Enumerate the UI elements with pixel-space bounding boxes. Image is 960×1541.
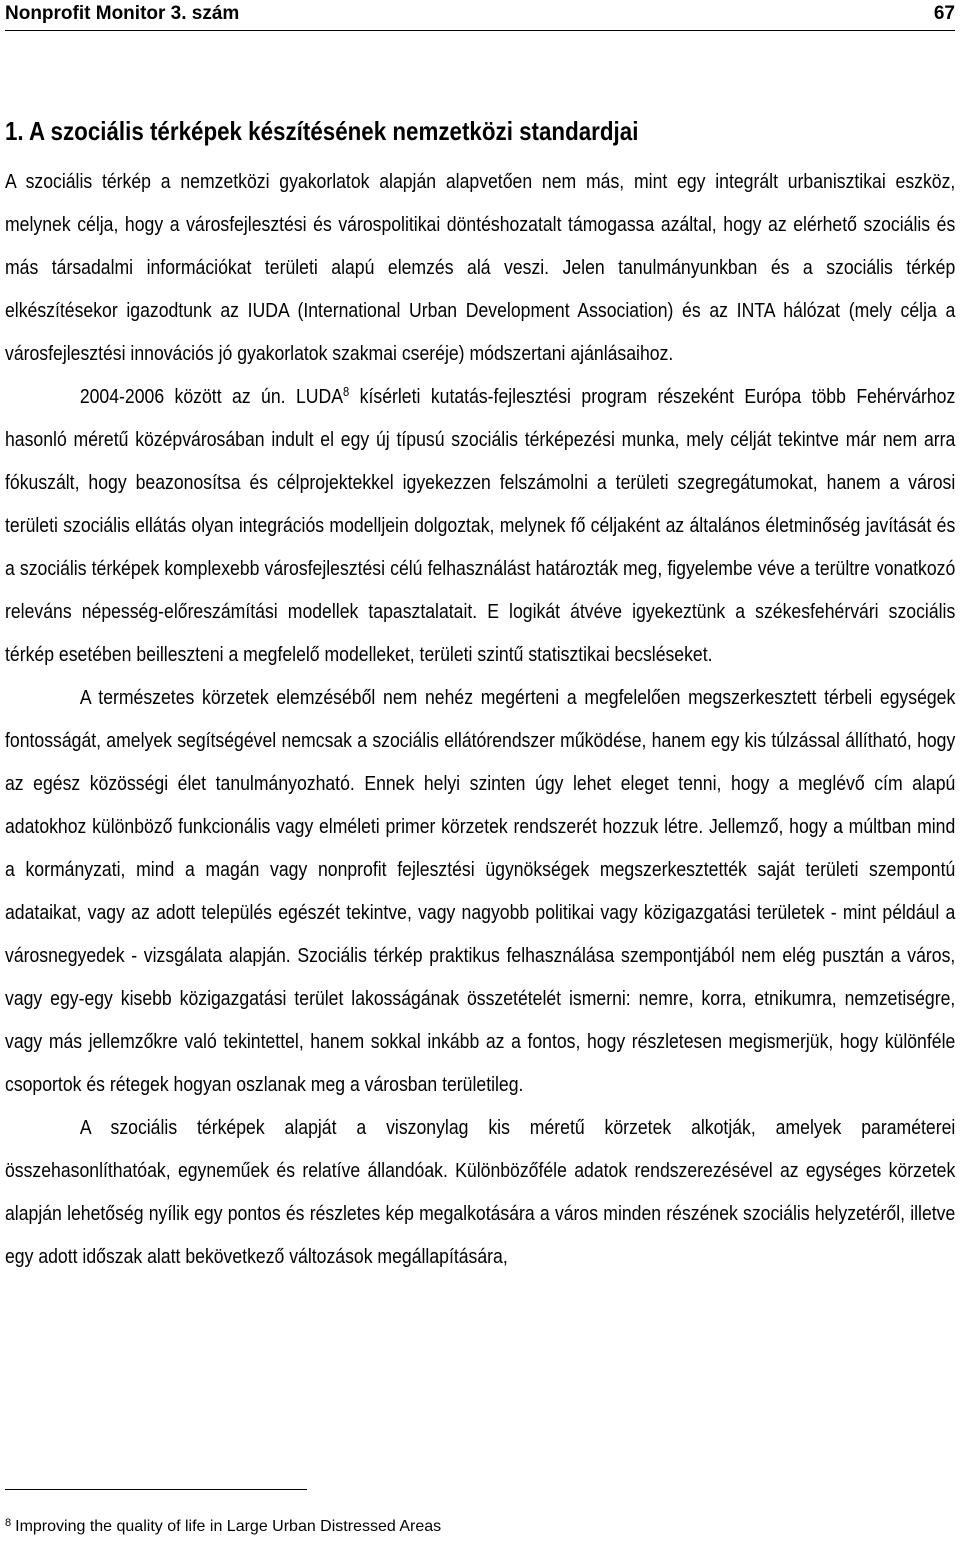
footnote-divider bbox=[5, 1489, 307, 1490]
footnote bbox=[5, 1517, 441, 1536]
page-number: 67 bbox=[933, 3, 955, 24]
footnote-marker: 8 bbox=[5, 1517, 12, 1529]
journal-title: Nonprofit Monitor 3. szám bbox=[5, 3, 240, 24]
paragraph-2-start: 2004-2006 között az ún. LUDA bbox=[79, 385, 344, 408]
paragraph-2-rest: kísérleti kutatás-fejlesztési program részeként Európa több Fehérvárhoz hasonló méretű középvárosában indult el egy új típusú szociális térképezési munka, mely célját tekintve már nem arra fókuszált, hogy beazonosítsa és célprojektekkel igyekezzen felszámolni a területi szegregátumokat, hanem a városi területi szociális ellátás olyan integrációs modelljein dolgoztak, melynek fő céljaként az általános életminőség javítását és a szociális térképek komplexebb városfejlesztési célú felhasználást határozták meg, figyelembe véve a terültre vonatkozó releváns népesség-előreszámítási modellek tapasztalatait. E logikát átvéve igyekeztünk a székesfehérvári szociális térkép esetében beilleszteni a megfelelő modelleket, területi szintű statisztikai becsléseket. bbox=[5, 385, 956, 666]
section-heading: 1. A szociális térképek készítésének nemzetközi standardjai bbox=[5, 116, 639, 146]
paragraph-1: A szociális térkép a nemzetközi gyakorlatok alapján alapvetően nem más, mint egy integrált urbanisztikai eszköz, melynek célja, hogy a városfejlesztési és várospolitikai döntéshozatalt támogassa azáltal, hogy az elérhető szociális és más társadalmi információkat területi alapú elemzés alá veszi. Jelen tanulmányunkban és a szociális térkép elkészítésekor igazodtunk az IUDA (International Urban Development Association) és az INTA hálózat (mely célja a városfejlesztési innovációs jó gyakorlatok szakmai cseréje) módszertani ajánlásaihoz. bbox=[5, 170, 956, 365]
running-header bbox=[5, 0, 955, 31]
paragraph-2 bbox=[5, 375, 955, 676]
footnote-text: Improving the quality of life in Large Urban Distressed Areas bbox=[15, 1518, 442, 1535]
body-text bbox=[5, 160, 955, 1278]
footnote-reference[interactable]: 8 bbox=[343, 384, 350, 399]
paragraph-4: A szociális térképek alapját a viszonylag kis méretű körzetek alkotják, amelyek paraméterei összehasonlíthatóak, egyneműek és relatíve állandóak. Különbözőféle adatok rendszerezésével az egységes körzetek alapján lehetőség nyílik egy pontos és részletes kép megalkotására a város minden részének szociális helyzetéről, illetve egy adott időszak alatt bekövetkező változások megállapítására, bbox=[5, 1116, 956, 1268]
paragraph-3: A természetes körzetek elemzéséből nem nehéz megérteni a megfelelően megszerkesztett térbeli egységek fontosságát, amelyek segítségével nemcsak a szociális ellátórendszer működése, hanem egy kis túlzással állítható, hogy az egész közösségi élet tanulmányozható. Ennek helyi szinten úgy lehet eleget tenni, hogy a meglévő cím alapú adatokhoz különböző funkcionális vagy elméleti primer körzetek rendszerét hozzuk létre. Jellemző, hogy a múltban mind a kormányzati, mind a magán vagy nonprofit fejlesztési ügynökségek megszerkesztették saját területi szempontú adataikat, vagy az adott település egészét tekintve, vagy nagyobb politikai vagy közigazgatási területek - mint például a városnegyedek - vizsgálata alapján. Szociális térkép praktikus felhasználása szempontjából nem elég pusztán a város, vagy egy-egy kisebb közigazgatási terület lakosságának összetételét ismerni: nemre, korra, etnikumra, nemzetiségre, vagy más jellemzőkre való tekintettel, hanem sokkal inkább az a fontos, hogy részletesen megismerjük, hogy különféle csoportok és rétegek hogyan oszlanak meg a városban területileg. bbox=[5, 686, 956, 1096]
